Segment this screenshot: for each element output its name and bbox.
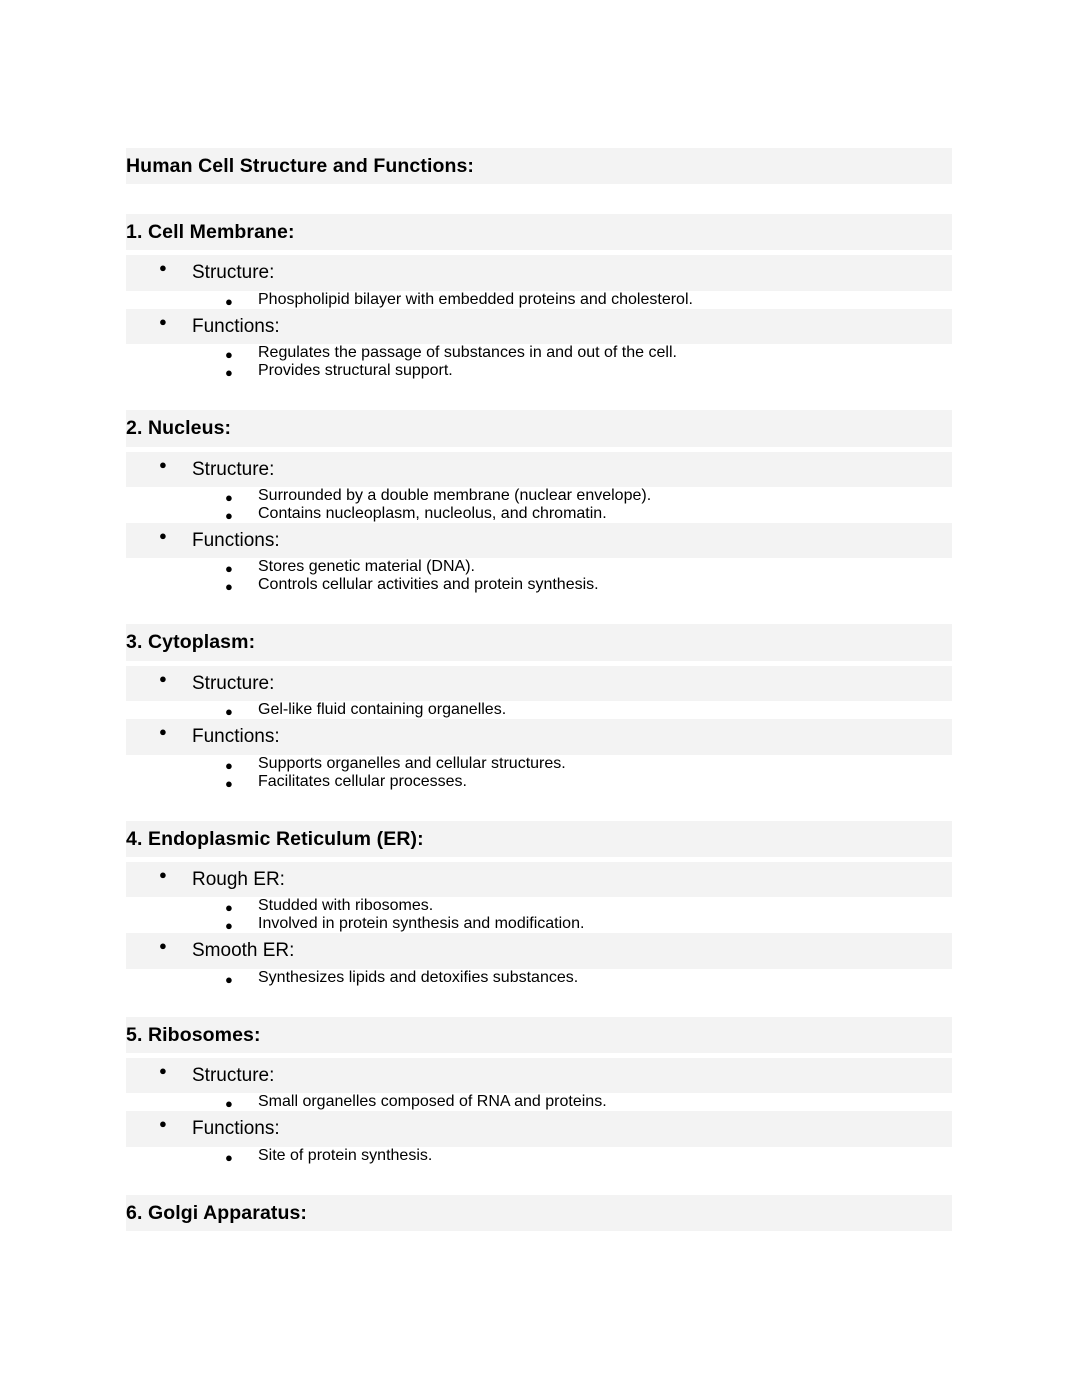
list-item: ● Contains nucleoplasm, nucleolus, and chromatin. xyxy=(225,504,607,523)
list-item: ● Studded with ribosomes. xyxy=(225,897,434,916)
page-title: Human Cell Structure and Functions: xyxy=(126,148,952,184)
section-endoplasmic-reticulum xyxy=(126,821,952,987)
group-label: ● Structure: xyxy=(126,255,952,290)
list-item: ● Involved in protein synthesis and modification. xyxy=(225,915,585,934)
list-item: ● Controls cellular activities and protein synthesis. xyxy=(225,576,599,595)
list-item: ● Site of protein synthesis. xyxy=(225,1146,433,1165)
section-cytoplasm xyxy=(126,624,952,790)
spacer xyxy=(126,594,952,624)
spacer xyxy=(126,987,952,1017)
section-golgi-apparatus xyxy=(126,1195,952,1231)
list-item: ● Gel-like fluid containing organelles. xyxy=(225,701,507,720)
section-list xyxy=(126,1058,952,1165)
section-cell-membrane xyxy=(126,214,952,380)
group-label: ● Smooth ER: xyxy=(126,933,952,968)
section-list xyxy=(126,666,952,791)
section-heading: 3. Cytoplasm: xyxy=(126,624,952,660)
spacer xyxy=(126,791,952,821)
group-label: ● Structure: xyxy=(126,666,952,701)
list-item: ● Regulates the passage of substances in and out of the cell. xyxy=(225,344,677,363)
group-label: ● Functions: xyxy=(126,309,952,344)
section-list xyxy=(126,862,952,987)
group-label: ● Functions: xyxy=(126,719,952,754)
spacer xyxy=(126,184,952,214)
section-heading: 5. Ribosomes: xyxy=(126,1017,952,1053)
spacer xyxy=(126,1165,952,1195)
list-item: ● Facilitates cellular processes. xyxy=(225,772,467,791)
spacer xyxy=(126,380,952,410)
list-item: ● Synthesizes lipids and detoxifies substances. xyxy=(225,968,579,987)
group-label: ● Functions: xyxy=(126,1111,952,1146)
section-list xyxy=(126,255,952,380)
group-label: ● Functions: xyxy=(126,523,952,558)
section-list xyxy=(126,452,952,595)
section-heading: 6. Golgi Apparatus: xyxy=(126,1195,952,1231)
list-item: ● Provides structural support. xyxy=(225,362,453,381)
list-item: ● Phospholipid bilayer with embedded proteins and cholesterol. xyxy=(225,290,693,309)
list-item: ● Surrounded by a double membrane (nuclear envelope). xyxy=(225,486,652,505)
section-ribosomes xyxy=(126,1017,952,1165)
list-item: ● Supports organelles and cellular structures. xyxy=(225,754,566,773)
section-heading: 4. Endoplasmic Reticulum (ER): xyxy=(126,821,952,857)
group-label: ● Structure: xyxy=(126,1058,952,1093)
document-body xyxy=(126,148,952,1231)
list-item: ● Stores genetic material (DNA). xyxy=(225,558,475,577)
section-heading: 1. Cell Membrane: xyxy=(126,214,952,250)
section-nucleus xyxy=(126,410,952,594)
list-item: ● Small organelles composed of RNA and proteins. xyxy=(225,1093,607,1112)
section-heading: 2. Nucleus: xyxy=(126,410,952,446)
group-label: ● Structure: xyxy=(126,452,952,487)
group-label: ● Rough ER: xyxy=(126,862,952,897)
